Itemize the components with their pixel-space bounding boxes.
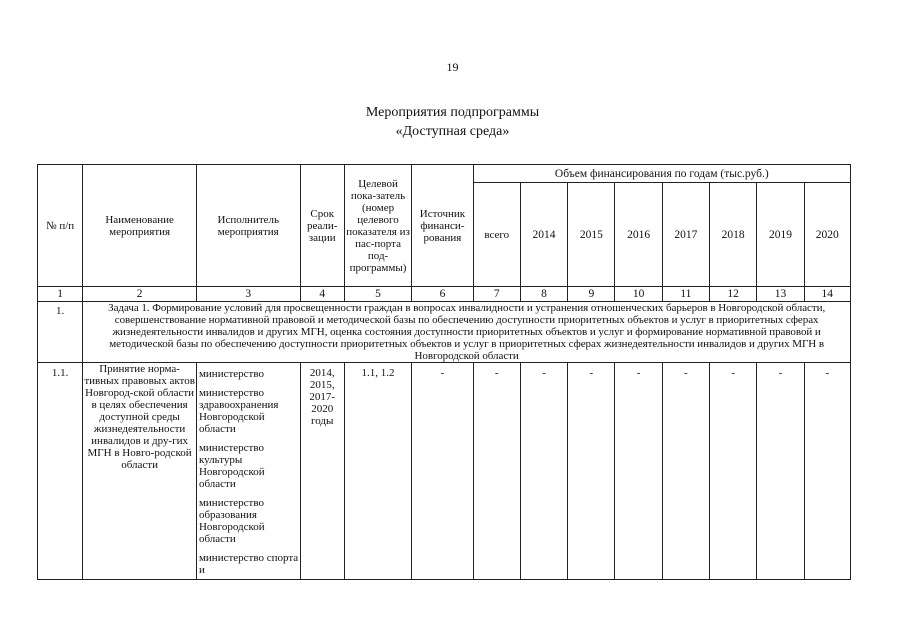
header-funding-group: Объем финансирования по годам (тыс.руб.) xyxy=(473,165,850,183)
header-year: 2017 xyxy=(662,183,709,287)
task-num: 1. xyxy=(38,302,83,363)
column-number-row xyxy=(38,287,851,302)
title-line-1: Мероприятия подпрограммы xyxy=(365,105,540,120)
item-value: - xyxy=(568,363,615,580)
item-target: 1.1, 1.2 xyxy=(344,363,411,580)
column-number: 3 xyxy=(196,287,300,302)
task-row xyxy=(38,302,851,363)
item-row xyxy=(38,363,851,580)
measures-table xyxy=(37,164,851,580)
header-executor: Исполнитель мероприятия xyxy=(196,165,300,287)
column-number: 4 xyxy=(300,287,344,302)
column-number: 5 xyxy=(344,287,411,302)
executor: министерство образования Новгородской области xyxy=(198,497,265,545)
header-year: 2016 xyxy=(615,183,662,287)
column-number: 9 xyxy=(568,287,615,302)
item-value: - xyxy=(473,363,520,580)
column-number: 11 xyxy=(662,287,709,302)
item-value: - xyxy=(804,363,850,580)
item-value: - xyxy=(615,363,662,580)
header-total: всего xyxy=(473,183,520,287)
executor: министерство спорта и xyxy=(198,552,299,576)
header-target: Целевой пока-затель (номер целевого показателя из пас-порта под-программы) xyxy=(344,165,411,287)
column-number: 7 xyxy=(473,287,520,302)
header-year: 2019 xyxy=(757,183,804,287)
item-value: - xyxy=(520,363,567,580)
header-year: 2020 xyxy=(804,183,850,287)
item-value: - xyxy=(662,363,709,580)
column-number: 14 xyxy=(804,287,850,302)
header-year: 2014 xyxy=(520,183,567,287)
column-number: 8 xyxy=(520,287,567,302)
page-number: 19 xyxy=(446,60,459,74)
header-name: Наименование мероприятия xyxy=(83,165,197,287)
column-number: 1 xyxy=(38,287,83,302)
column-number: 12 xyxy=(710,287,757,302)
executor: министерство культуры Новгородской области xyxy=(198,442,265,490)
header-source: Источник финанси-рования xyxy=(412,165,473,287)
item-name: Принятие норма-тивных правовых актов Новгород-ской области в целях обеспечения доступной среды жизнедеятельности инвалидов и дру-гих МГН в Новго-родской области xyxy=(83,363,197,580)
item-value: - xyxy=(710,363,757,580)
title-line-2: «Доступная среда» xyxy=(395,124,510,139)
column-number: 6 xyxy=(412,287,473,302)
executor: министерство xyxy=(198,368,264,380)
item-executors xyxy=(196,363,300,580)
task-text: Задача 1. Формирование условий для просвещенности граждан в вопросах инвалидности и устранения отношенческих барьеров в Новгородской области, совершенствование нормативной правовой и методической базы по обеспечению доступности приоритетных объектов и услуг в приоритетных сферах жизнедеятельности инвалидов и других МГН, оценка состояния доступности приоритетных объектов и услуг и формирование нормативной правовой и методической базы по обеспечению доступности приоритетных объектов и услуг в приоритетных сферах жизнедеятельности инвалидов и других МГН в Новгородской области xyxy=(83,302,851,363)
column-number: 10 xyxy=(615,287,662,302)
column-number: 13 xyxy=(757,287,804,302)
header-year: 2018 xyxy=(710,183,757,287)
item-value: - xyxy=(757,363,804,580)
header-num: № п/п xyxy=(38,165,83,287)
item-num: 1.1. xyxy=(38,363,83,580)
column-number: 2 xyxy=(83,287,197,302)
document-title xyxy=(0,103,905,141)
item-source: - xyxy=(412,363,473,580)
executor: министерство здравоохранения Новгородской области xyxy=(198,387,279,435)
header-term: Срок реали-зации xyxy=(300,165,344,287)
item-term: 2014, 2015, 2017-2020 годы xyxy=(300,363,344,580)
header-year: 2015 xyxy=(568,183,615,287)
